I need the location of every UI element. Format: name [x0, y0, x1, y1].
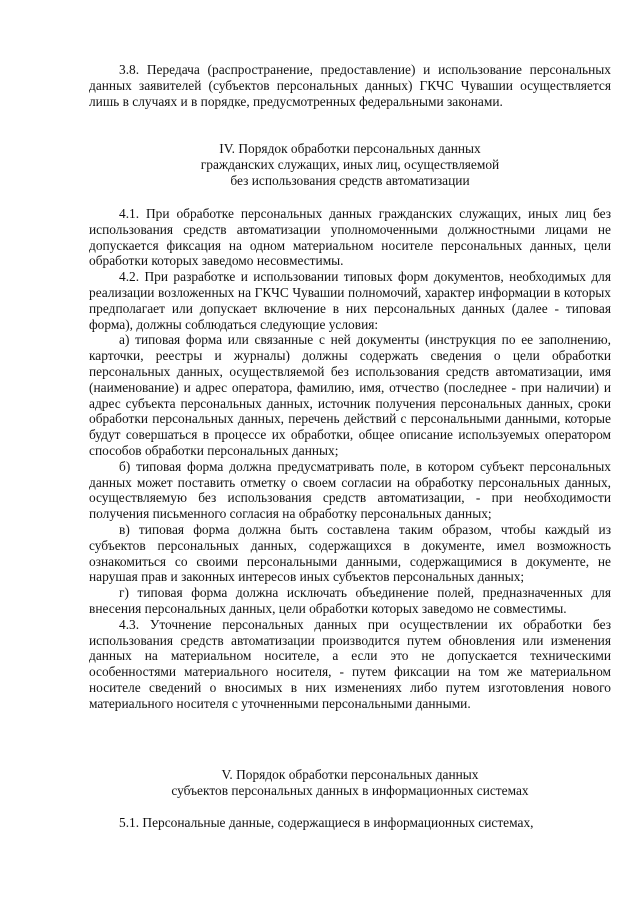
paragraph-4-2-a: а) типовая форма или связанные с ней документы (инструкция по ее заполнению, карточки, реестры и журналы) должны содержать сведения о цели обработки персональных данных, осуществляемой без использования средств автоматизации, имя (наименование) и адрес оператора, фамилию, имя, отчество (последнее - при наличии) и адрес субъекта персональных данных, источник получения персональных данных, сроки обработки персональных данных, перечень действий с персональными данными, которые будут совершаться в процессе их обработки, общее описание используемых оператором способов обработки персональных данных;: [89, 332, 611, 458]
paragraph-4-2-v: в) типовая форма должна быть составлена таким образом, чтобы каждый из субъектов персональных данных, содержащихся в документе, имел возможность ознакомиться со своими персональными данными, содержащимися в документе, не нарушая прав и законных интересов иных субъектов персональных данных;: [89, 521, 611, 585]
block-3-8: [89, 62, 611, 109]
section-4-heading-line-1: IV. Порядок обработки персональных данных: [219, 141, 481, 156]
section-5-heading: [89, 767, 611, 799]
section-5-heading-line-1: V. Порядок обработки персональных данных: [221, 767, 479, 782]
section-5-heading-line-2: субъектов персональных данных в информационных системах: [171, 782, 529, 798]
paragraph-4-2-g: г) типовая форма должна исключать объединение полей, предназначенных для внесения персональных данных, цели обработки которых заведомо не совместимы.: [89, 585, 611, 616]
paragraph-5-1: 5.1. Персональные данные, содержащиеся в информационных системах,: [119, 815, 534, 830]
paragraph-4-2: 4.2. При разработке и использовании типовых форм документов, необходимых для реализации возложенных на ГКЧС Чувашии полномочий, характер информации в которых предполагает или допускает включение в них персональных данных (далее - типовая форма), должны соблюдаться следующие условия:: [89, 269, 611, 332]
section-4-heading-line-2: гражданских служащих, иных лиц, осуществляемой: [200, 156, 500, 172]
section-5-body: [89, 815, 611, 831]
paragraph-4-2-b: б) типовая форма должна предусматривать поле, в котором субъект персональных данных может поставить отметку о своем согласии на обработку персональных данных, осуществляемую без использования средств автоматизации, - при необходимости получения письменного согласия на обработку персональных данных;: [89, 458, 611, 522]
section-4-body: [89, 206, 611, 712]
paragraph-4-3: 4.3. Уточнение персональных данных при осуществлении их обработки без использования средств автоматизации производится путем обновления или изменения данных на материальном носителе, а если это не допускается техническими особенностями материального носителя, - путем фиксации на том же материальном носителе сведений о вносимых в них изменениях либо путем изготовления нового материального носителя с уточненными персональными данными.: [89, 616, 611, 711]
paragraph-3-8: 3.8. Передача (распространение, предоставление) и использование персональных данных заявителей (субъектов персональных данных) ГКЧС Чувашии осуществляется лишь в случаях и в порядке, предусмотренных федеральными законами.: [89, 62, 611, 109]
paragraph-4-1: 4.1. При обработке персональных данных гражданских служащих, иных лиц без использования средств автоматизации уполномоченными должностными лицами не допускается фиксация на одном материальном носителе персональных данных, цели обработки которых заведомо несовместимы.: [89, 206, 611, 269]
section-4-heading: [89, 141, 611, 188]
section-4-heading-line-3: без использования средств автоматизации: [230, 172, 470, 188]
